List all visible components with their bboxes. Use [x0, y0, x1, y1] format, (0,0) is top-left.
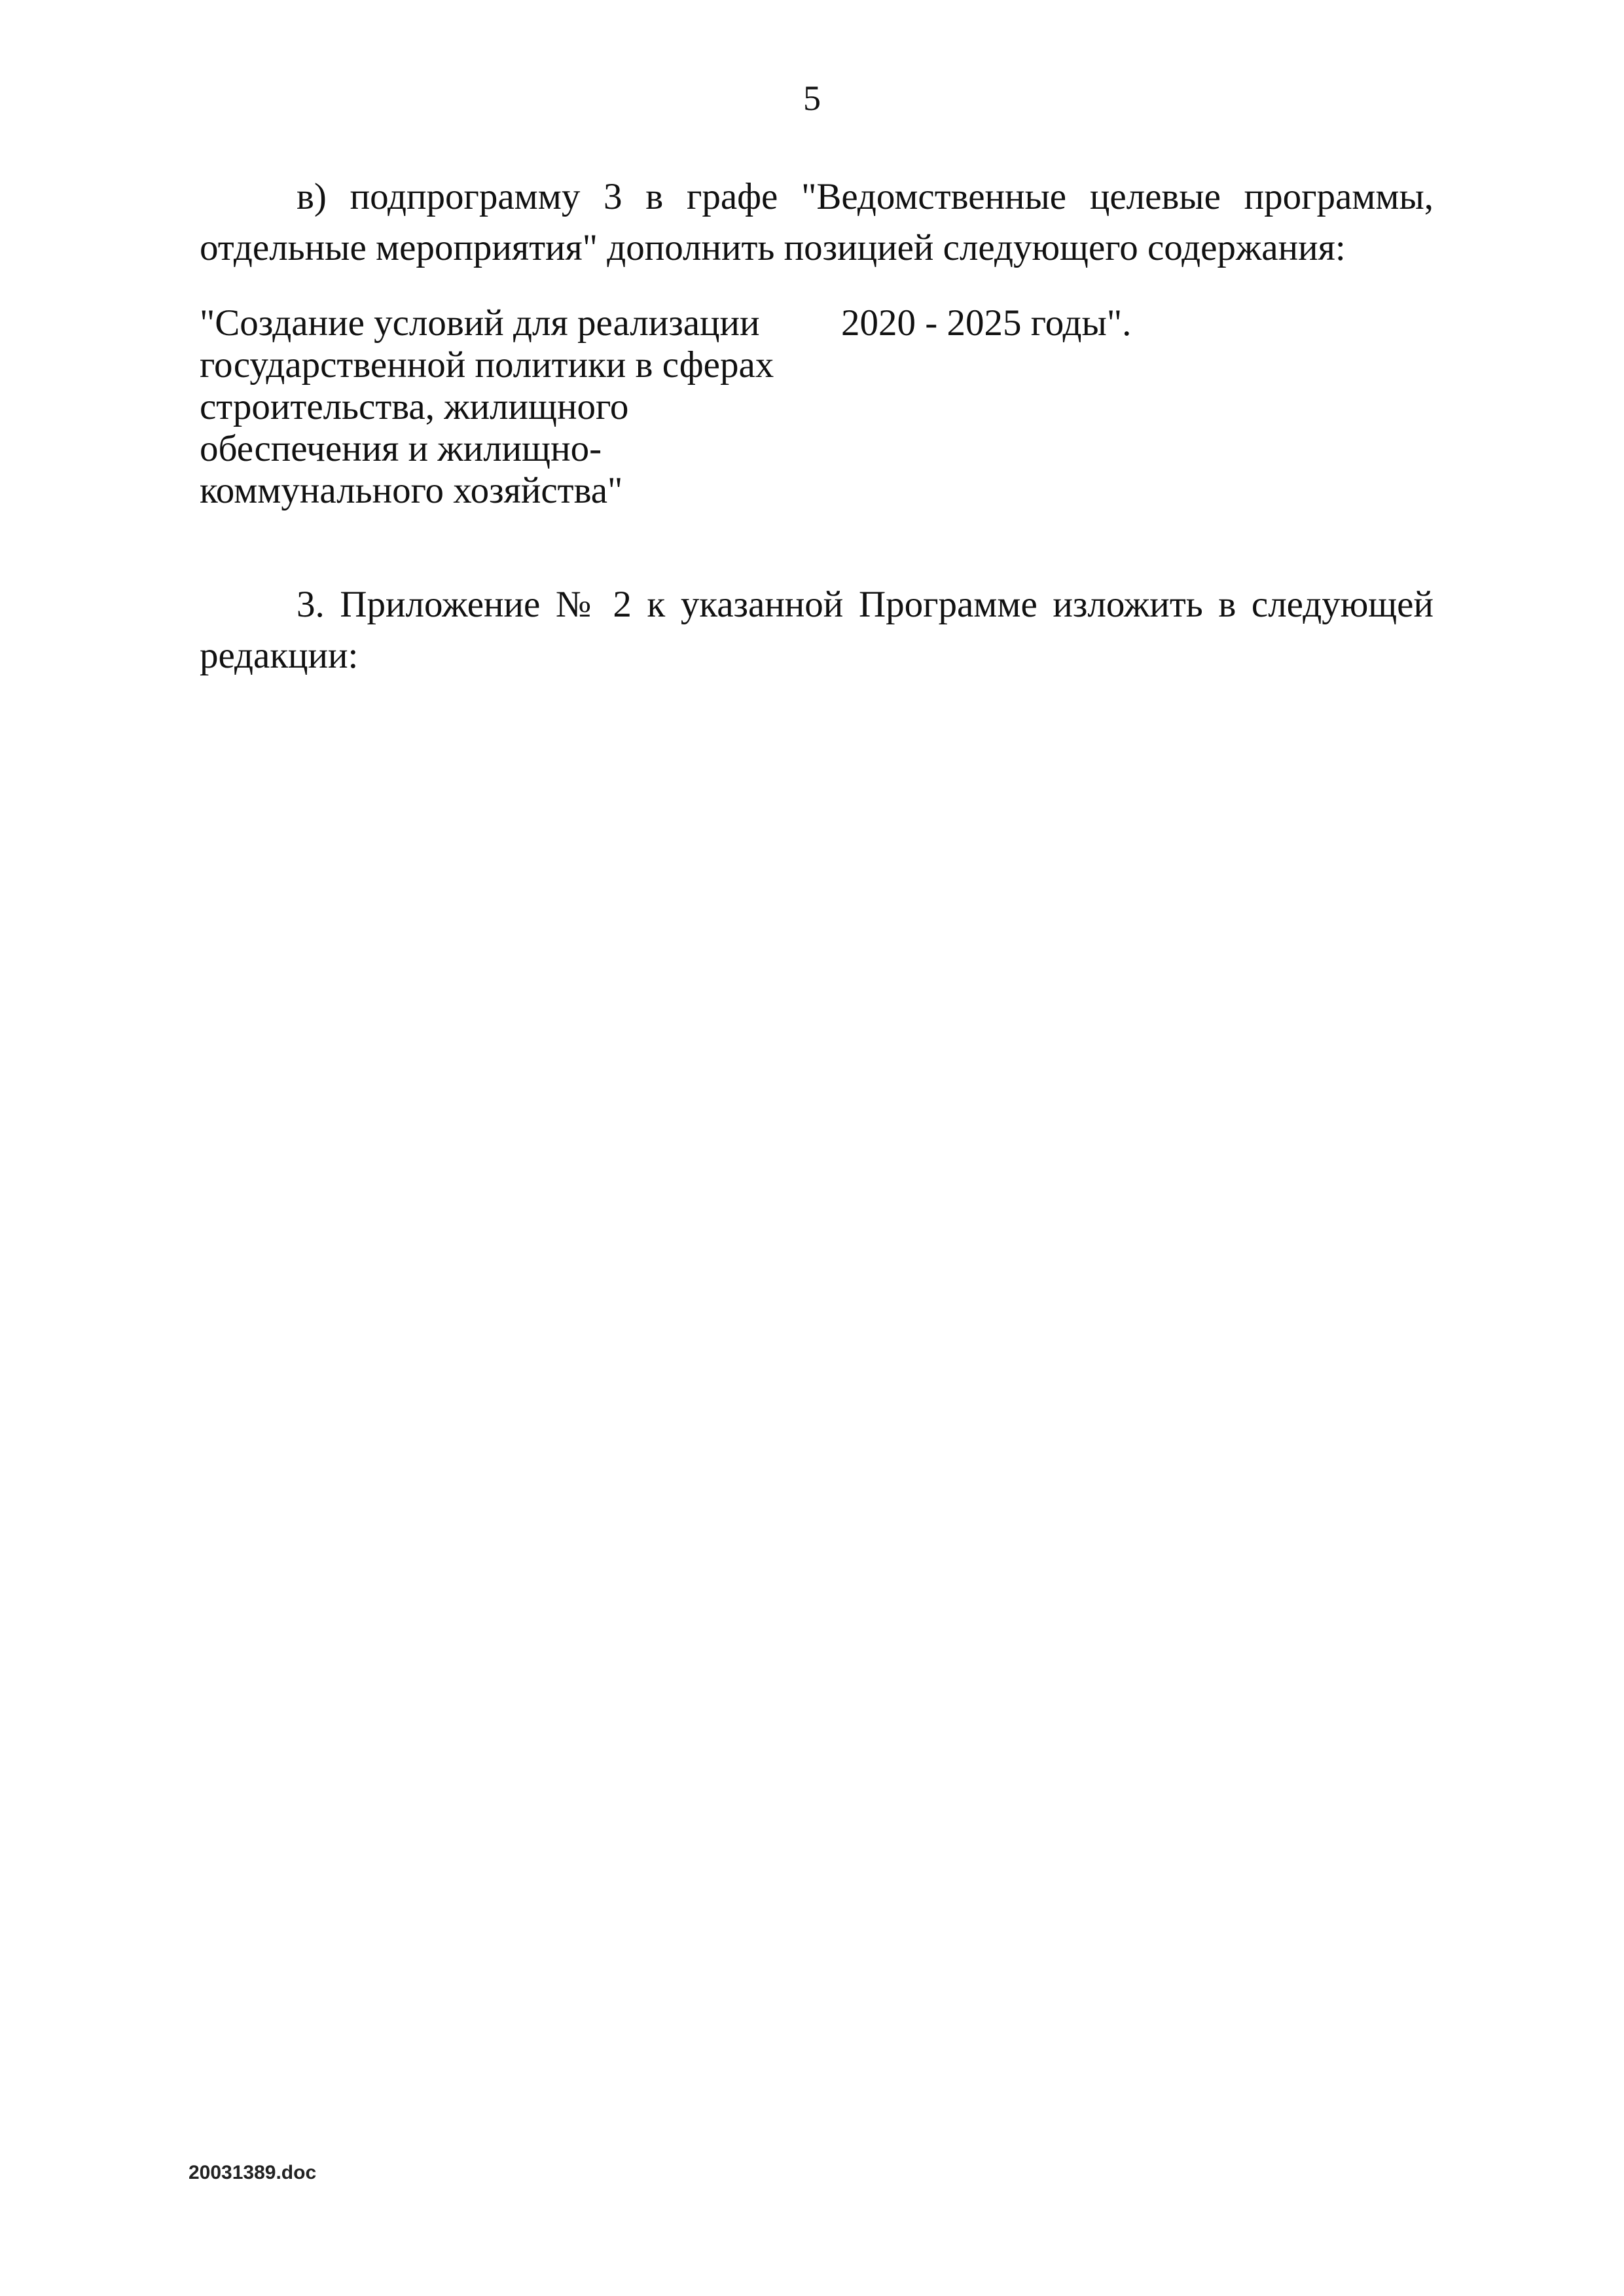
position-name-line: обеспечения и жилищно- — [200, 428, 602, 469]
position-name — [200, 302, 815, 512]
inserted-position-table — [200, 302, 1434, 538]
position-name-line: "Создание условий для реализации — [200, 302, 760, 344]
paragraph-line: редакции: — [200, 635, 359, 676]
page-number: 5 — [803, 79, 821, 118]
paragraph-line: отдельные мероприятия" дополнить позицией следующего содержания: — [200, 227, 1346, 268]
paragraph-line: в) подпрограмму 3 в графе "Ведомственные целевые программы, — [297, 176, 1434, 217]
position-period: 2020 - 2025 годы". — [841, 302, 1132, 344]
position-name-line: государственной политики в сферах — [200, 344, 774, 386]
paragraph-3-appendix — [200, 579, 1434, 681]
paragraph-v-amendment — [200, 171, 1434, 274]
paragraph-line: 3. Приложение № 2 к указанной Программе изложить в следующей — [297, 584, 1434, 625]
file-reference: 20031389.doc — [189, 2162, 317, 2183]
position-name-line: строительства, жилищного — [200, 386, 629, 427]
position-name-line: коммунального хозяйства" — [200, 470, 623, 511]
